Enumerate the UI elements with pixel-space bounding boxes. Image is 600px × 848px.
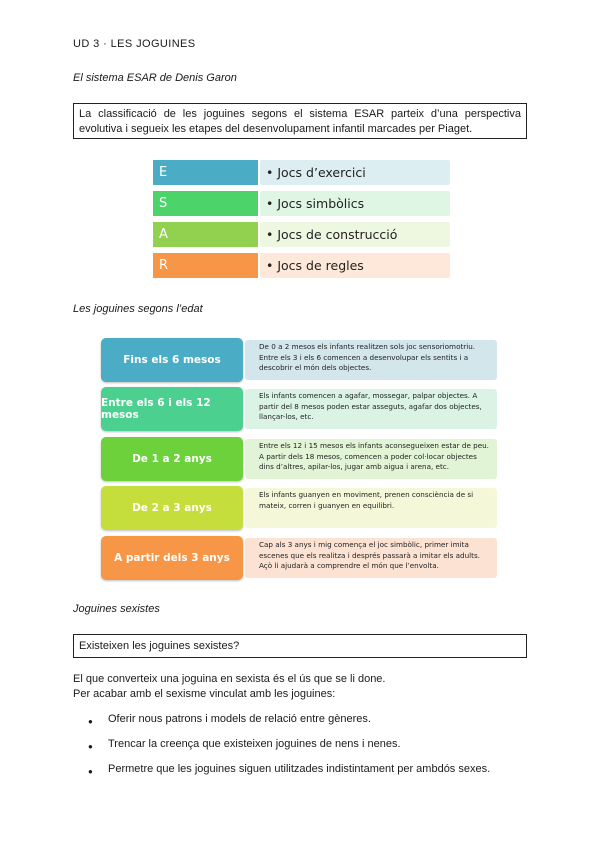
bullet-icon: ● (88, 717, 93, 726)
esar-description: • Jocs d’exercici (260, 160, 450, 185)
age-row (101, 536, 497, 580)
esar-description: • Jocs simbòlics (260, 191, 450, 216)
age-row (101, 486, 497, 530)
bullet-icon: ● (88, 767, 93, 776)
esar-description: • Jocs de construcció (260, 222, 450, 247)
question-text: Existeixen les joguines sexistes? (79, 640, 240, 652)
age-row (101, 338, 497, 382)
paragraph-1: El que converteix una joguina en sexista és el ús que se li done. (73, 673, 386, 685)
esar-description: • Jocs de regles (260, 253, 450, 278)
section-title-esar: El sistema ESAR de Denis Garon (73, 72, 237, 84)
list-item-text: Permetre que les joguines siguen utilitzades indistintament per ambdós sexes. (108, 763, 491, 775)
intro-text: La classificació de les joguines segons el sistema ESAR parteix d’una perspectiva evolutiva i segueix les etapes del desenvolupament infantil marcades per Piaget. (79, 108, 521, 135)
esar-row (153, 253, 450, 278)
esar-letter: R (153, 253, 258, 278)
bullet-icon: ● (88, 742, 93, 751)
list-item-text: Trencar la creença que existeixen joguines de nens i nenes. (108, 738, 401, 750)
age-row (101, 437, 497, 481)
age-description: Entre els 12 i 15 mesos els infants aconsegueixen estar de peu. A partir dels 18 mesos, comencen a poder col·locar objectes dins d’altres, apilar-los, jugar amb aigua i arena, etc. (245, 439, 497, 479)
esar-row (153, 222, 450, 247)
age-description: Els infants guanyen en moviment, prenen consciència de si mateix, corren i guanyen en equilibri. (245, 488, 497, 528)
age-label: De 1 a 2 anys (101, 437, 243, 481)
esar-letter: E (153, 160, 258, 185)
esar-letter: S (153, 191, 258, 216)
esar-row (153, 160, 450, 185)
age-row (101, 387, 497, 431)
age-description: De 0 a 2 mesos els infants realitzen sols joc sensoriomotriu. Entre els 3 i els 6 comencen a desenvolupar els sentits i a descobrir el món dels objectes. (245, 340, 497, 380)
age-description: Els infants comencen a agafar, mossegar, palpar objectes. A partir del 8 mesos poden estar asseguts, agafar dos objectes, llançar-los, etc. (245, 389, 497, 429)
question-box (73, 634, 527, 658)
paragraph-2: Per acabar amb el sexisme vinculat amb les joguines: (73, 688, 336, 700)
section-title-ages: Les joguines segons l’edat (73, 303, 203, 315)
esar-row (153, 191, 450, 216)
list-item-text: Oferir nous patrons i models de relació entre gèneres. (108, 713, 371, 725)
page-header: UD 3 · LES JOGUINES (73, 38, 196, 50)
age-label: Entre els 6 i els 12 mesos (101, 387, 243, 431)
age-label: A partir dels 3 anys (101, 536, 243, 580)
age-description: Cap als 3 anys i mig comença el joc simbòlic, primer imita escenes que els realitza i després passarà a imitar els adults. Açò li ajudarà a comprendre el món que l’envolta. (245, 538, 497, 578)
section-title-sexist: Joguines sexistes (73, 603, 160, 615)
esar-letter: A (153, 222, 258, 247)
intro-box (73, 103, 527, 139)
age-label: Fins els 6 mesos (101, 338, 243, 382)
age-label: De 2 a 3 anys (101, 486, 243, 530)
